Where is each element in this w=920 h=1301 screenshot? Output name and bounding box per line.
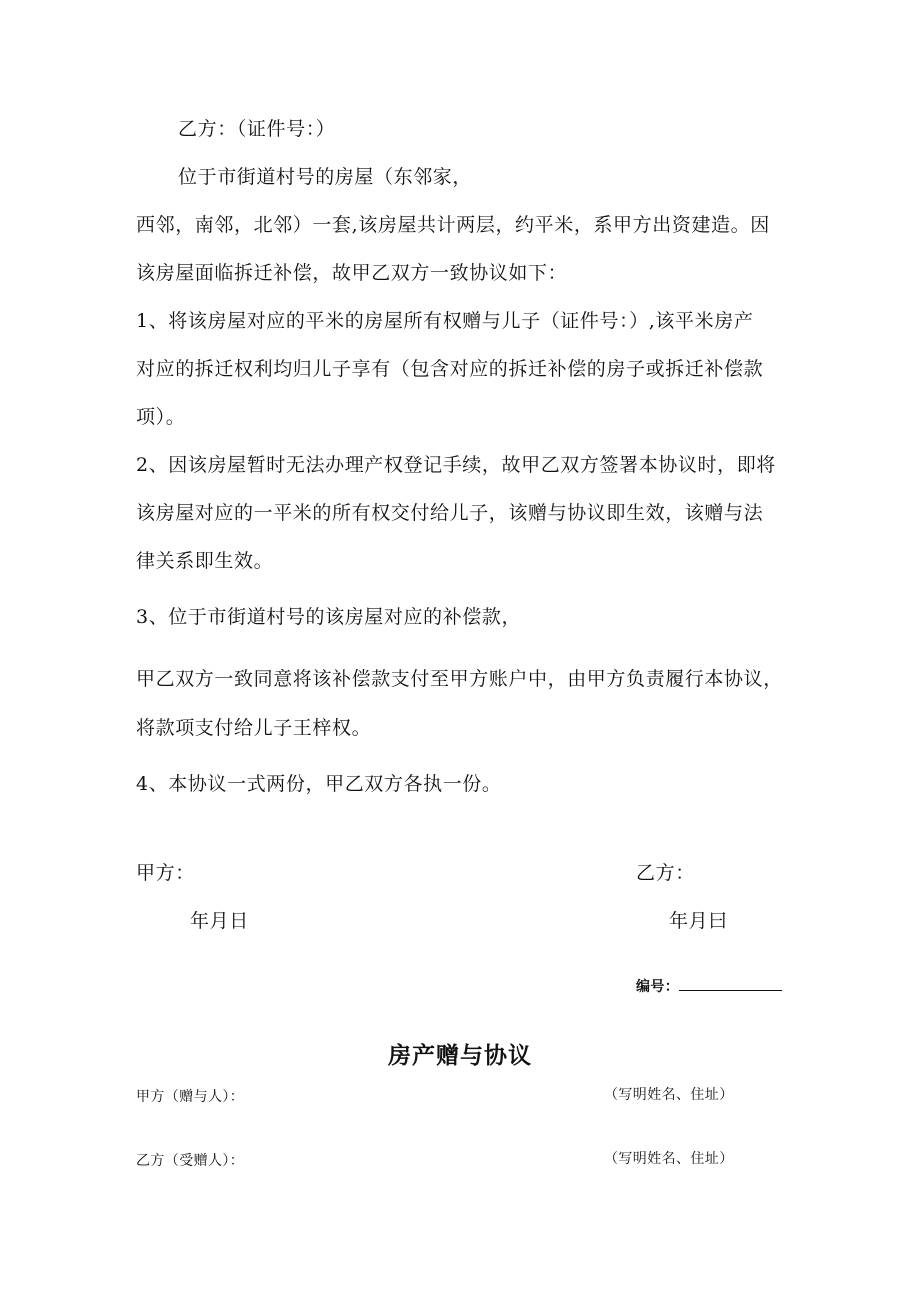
document-number-label: 编号： (636, 979, 680, 995)
clause-3-line-1: 3、位于市街道村号的该房屋对应的补偿款， (136, 606, 522, 628)
signature-party-a-label: 甲方： (136, 862, 195, 884)
signature-party-b-date: 年月曰 (669, 910, 728, 932)
document-number-row (636, 978, 782, 996)
recipient-hint: （写明姓名、住址） (604, 1151, 734, 1167)
signature-party-b-label: 乙方： (636, 862, 695, 884)
clause-2-line-2: 该房屋对应的一平米的所有权交付给儿子，该赠与协议即生效，该赠与法 (136, 502, 764, 524)
intro-line-2: 西邻，南邻，北邻）一套,该房屋共计两层，约平米，系甲方出资建造。因 (136, 214, 770, 236)
recipient-label: 乙方（受赠人）： (136, 1153, 245, 1169)
party-b-id-line: 乙方：（证件号：） (178, 118, 336, 140)
donor-label: 甲方（赠与人）： (136, 1089, 245, 1105)
donor-hint: （写明姓名、住址） (604, 1087, 734, 1103)
clause-1-line-3: 项）。 (136, 406, 186, 428)
intro-line-1: 位于市街道村号的房屋（东邻家， (178, 166, 473, 188)
document-number-blank (679, 978, 782, 991)
clause-2-line-3: 律关系即生效。 (136, 550, 274, 572)
intro-line-3: 该房屋面临拆迁补偿，故甲乙双方一致协议如下： (136, 262, 568, 284)
signature-party-a-date: 年月日 (190, 910, 249, 932)
clause-3-line-2: 甲乙双方一致同意将该补偿款支付至甲方账户中，由甲方负责履行本协议， (136, 668, 783, 690)
clause-1-line-2: 对应的拆迁权利均归儿子享有（包含对应的拆迁补偿的房子或拆迁补偿款 (136, 358, 764, 380)
clause-1-line-1: 1、将该房屋对应的平米的房屋所有权赠与儿子（证件号：）,该平米房产 (136, 310, 754, 332)
document-title: 房产赠与协议 (388, 1043, 532, 1069)
clause-4-line-1: 4、本协议一式两份，甲乙双方各执一份。 (136, 773, 502, 795)
clause-3-line-3: 将款项支付给儿子王梓权。 (136, 717, 372, 739)
clause-2-line-1: 2、因该房屋暂时无法办理产权登记手续，故甲乙双方签署本协议时，即将 (136, 454, 776, 476)
